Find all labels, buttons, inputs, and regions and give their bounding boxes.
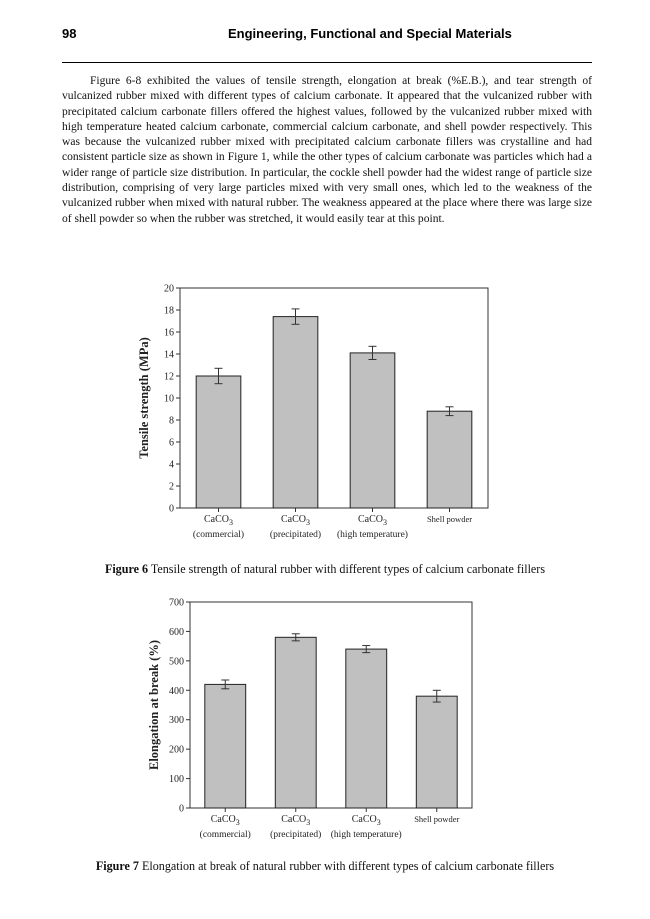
y-tick-label: 14 bbox=[164, 349, 174, 361]
y-tick-label: 200 bbox=[169, 744, 184, 756]
x-tick-sublabel: (commercial) bbox=[192, 530, 245, 540]
y-tick-label: 12 bbox=[164, 371, 174, 383]
bar bbox=[196, 376, 241, 508]
x-tick-label: CaCO$_3$ bbox=[210, 814, 240, 827]
y-tick-label: 700 bbox=[169, 597, 184, 609]
y-tick-label: 100 bbox=[169, 774, 184, 786]
figure-7-caption bbox=[0, 859, 650, 874]
bar bbox=[350, 353, 395, 508]
bar bbox=[346, 649, 387, 808]
x-tick-sublabel: (commercial) bbox=[199, 830, 251, 840]
x-tick-label: Shell powder bbox=[426, 514, 473, 524]
y-axis-label: Elongation at break (%) bbox=[147, 640, 161, 770]
y-tick-label: 20 bbox=[164, 283, 174, 295]
x-tick-sublabel: (precipitated) bbox=[269, 530, 322, 540]
y-tick-label: 500 bbox=[169, 656, 184, 668]
y-tick-label: 10 bbox=[164, 393, 174, 405]
bar bbox=[275, 637, 316, 808]
x-tick-sublabel: (high temperature) bbox=[330, 830, 402, 840]
x-tick-sublabel: (high temperature) bbox=[337, 530, 408, 540]
figure-7-label: Figure 7 bbox=[95, 859, 139, 873]
figure-6-caption bbox=[0, 562, 650, 577]
y-tick-label: 600 bbox=[169, 626, 184, 638]
page-number: 98 bbox=[62, 26, 77, 41]
x-tick-label: CaCO$_3$ bbox=[351, 814, 381, 827]
y-axis-label: Tensile strength (MPa) bbox=[137, 337, 151, 459]
figure-6-label: Figure 6 bbox=[104, 562, 149, 576]
bar bbox=[273, 317, 318, 508]
page-header bbox=[62, 26, 592, 42]
bar bbox=[416, 696, 457, 808]
y-tick-label: 2 bbox=[169, 481, 174, 493]
x-tick-label: CaCO$_3$ bbox=[204, 514, 233, 527]
y-tick-label: 8 bbox=[169, 415, 174, 427]
y-tick-label: 4 bbox=[169, 459, 174, 471]
y-tick-label: 6 bbox=[169, 437, 174, 449]
elongation-chart bbox=[120, 590, 530, 845]
x-tick-label: CaCO$_3$ bbox=[281, 514, 310, 527]
figure-6-text: Tensile strength of natural rubber with different types of calcium carbonate fillers bbox=[148, 562, 546, 576]
running-title: Engineering, Functional and Special Materials bbox=[228, 26, 512, 41]
y-tick-label: 300 bbox=[169, 715, 184, 727]
y-tick-label: 400 bbox=[169, 685, 184, 697]
y-tick-label: 16 bbox=[164, 327, 174, 339]
header-rule bbox=[62, 62, 592, 63]
x-tick-label: Shell powder bbox=[414, 814, 460, 824]
x-tick-label: CaCO$_3$ bbox=[281, 814, 311, 827]
bar bbox=[427, 411, 472, 508]
x-tick-sublabel: (precipitated) bbox=[270, 830, 322, 840]
body-paragraph: Figure 6-8 exhibited the values of tensile strength, elongation at break (%E.B.), and tear strength of vulcanized rubber mixed with different types of calcium carbonate. It appeared that the vulcanized rubber with precipitated calcium carbonate fillers offered the highest values, followed by the vulcanized rubber mixed with high temperature heated calcium carbonate, commercial calcium carbonate, and shell powder respectively. This was because the vulcanized rubber mixed with precipitated calcium carbonate fillers was crystalline and had consistent particle size as shown in Figure 1, while the other types of calcium carbonate was particles which had a wider range of particle size distribution. In particular, the cockle shell powder had the widest range of particle size distribution, comprising of very large particles mixed with very small ones, which led to the weakness of the vulcanized rubber when mixed with natural rubber. The weakness appeared at the place where there was large size of shell powder so when the rubber was stretched, it would easily tear at this point. bbox=[62, 75, 592, 225]
x-tick-label: CaCO$_3$ bbox=[358, 514, 387, 527]
bar bbox=[205, 684, 246, 808]
y-tick-label: 0 bbox=[169, 503, 174, 515]
y-tick-label: 18 bbox=[164, 305, 174, 317]
y-tick-label: 0 bbox=[179, 803, 184, 815]
tensile-strength-chart bbox=[120, 270, 530, 555]
figure-7-text: Elongation at break of natural rubber with different types of calcium carbonate fillers bbox=[138, 859, 555, 873]
